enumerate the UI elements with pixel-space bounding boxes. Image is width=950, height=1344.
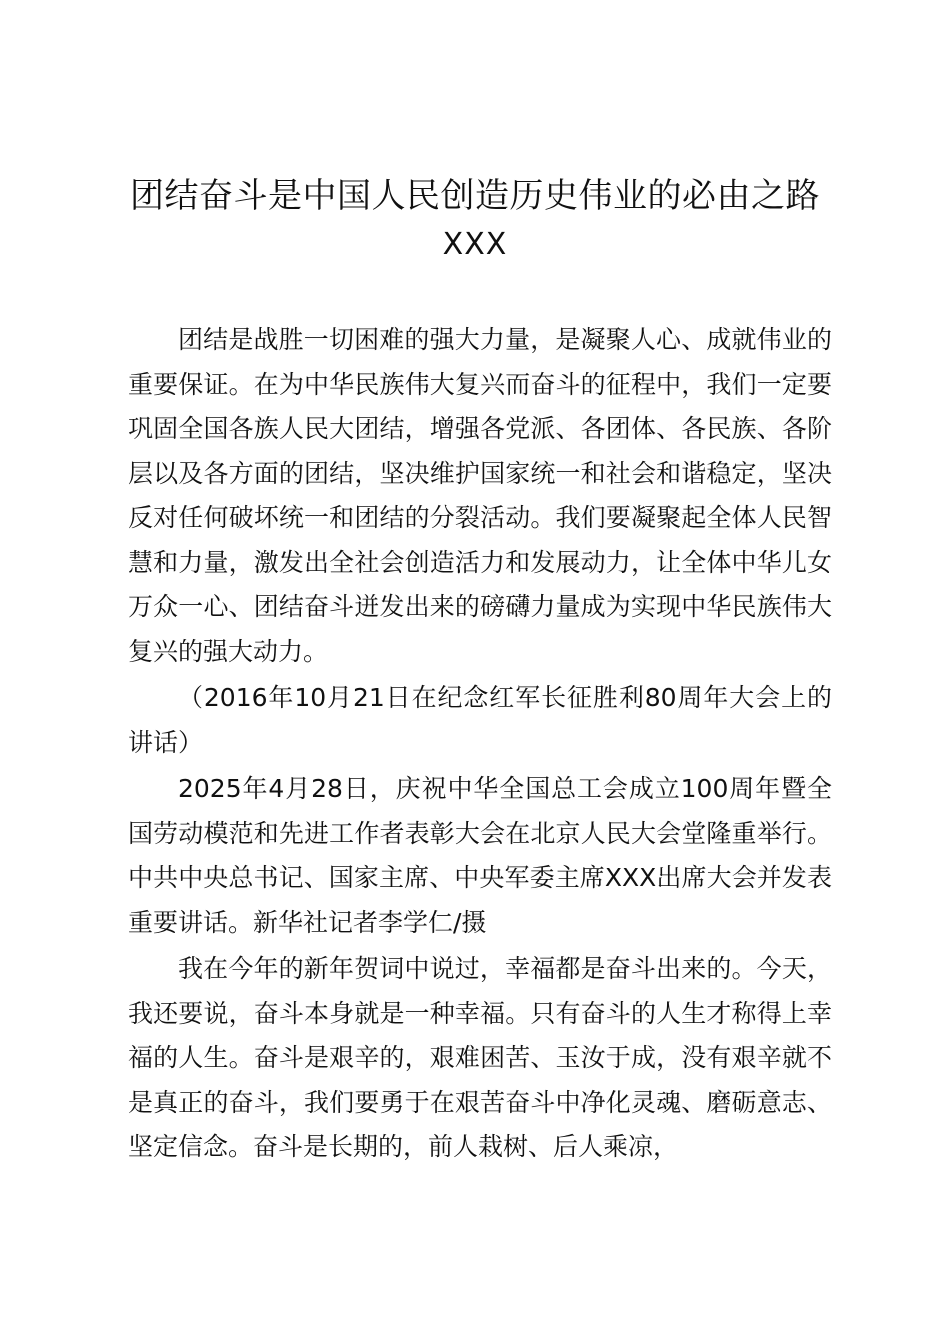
document-body	[128, 318, 832, 1172]
document-title: 团结奋斗是中国人民创造历史伟业的必由之路	[130, 176, 820, 216]
title-block	[0, 170, 950, 268]
paragraph-photo-caption: 2025年4月28日，庆祝中华全国总工会成立100周年暨全国劳动模范和先进工作者表彰大会在北京人民大会堂隆重举行。中共中央总书记、国家主席、中央军委主席XXX出席大会并发表重要讲话。新华社记者李学仁/摄	[128, 774, 832, 937]
paragraph-struggle: 我在今年的新年贺词中说过，幸福都是奋斗出来的。今天，我还要说，奋斗本身就是一种幸福。只有奋斗的人生才称得上幸福的人生。奋斗是艰辛的，艰难困苦、玉汝于成，没有艰辛就不是真正的奋斗，我们要勇于在艰苦奋斗中净化灵魂、磨砺意志、坚定信念。奋斗是长期的，前人栽树、后人乘凉，	[128, 954, 832, 1161]
document-author: XXX	[442, 227, 508, 262]
paragraph-unity: 团结是战胜一切困难的强大力量，是凝聚人心、成就伟业的重要保证。在为中华民族伟大复兴而奋斗的征程中，我们一定要巩固全国各族人民大团结，增强各党派、各团体、各民族、各阶层以及各方面的团结，坚决维护国家统一和社会和谐稳定，坚决反对任何破坏统一和团结的分裂活动。我们要凝聚起全体人民智慧和力量，激发出全社会创造活力和发展动力，让全体中华儿女万众一心、团结奋斗迸发出来的磅礴力量成为实现中华民族伟大复兴的强大动力。	[128, 325, 832, 666]
paragraph-source-note: （2016年10月21日在纪念红军长征胜利80周年大会上的讲话）	[128, 683, 832, 757]
